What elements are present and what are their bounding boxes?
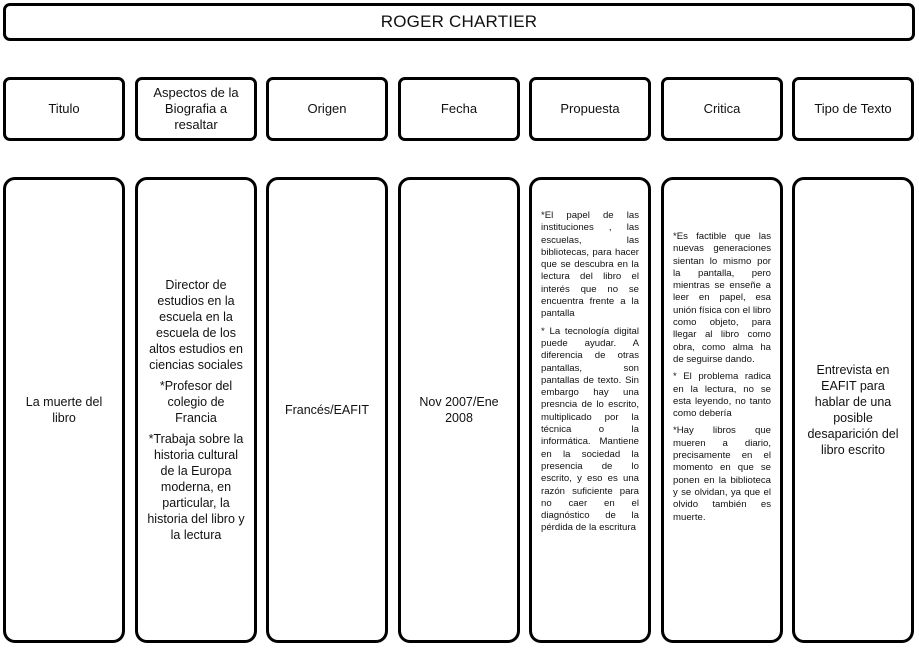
cell-critica bbox=[661, 177, 783, 643]
header-critica-label: Critica bbox=[703, 101, 741, 116]
header-propuesta-label: Propuesta bbox=[560, 101, 620, 116]
header-origen bbox=[266, 77, 388, 141]
cell-origen bbox=[266, 177, 388, 643]
header-origen-label: Origen bbox=[307, 101, 347, 116]
header-propuesta bbox=[529, 77, 651, 141]
cell-critica-text-3: *Hay libros que mueren a diario, precisamente en el momento en que se ponen en la biblioteca y se olvidan, ya que el olvido también es muerte. bbox=[673, 425, 771, 523]
cell-tipo-texto-text: Entrevista en EAFIT para hablar de una posible desaparición del libro escrito bbox=[807, 363, 899, 457]
header-tipo-texto bbox=[792, 77, 914, 141]
header-tipo-texto-label: Tipo de Texto bbox=[814, 101, 892, 116]
cell-propuesta-text-2: * La tecnología digital puede ayudar. A diferencia de otras pantallas, son pantallas de texto. Sin embargo hay una presncia de lo escrito, multiplicado por la técnica o la informática. Mantiene en la sociedad la presencia de lo escrito, y eso es una razón suficiente para no caer en el diagnóstico de la pérdida de la escritura bbox=[541, 325, 639, 534]
chart-title: ROGER CHARTIER bbox=[380, 12, 538, 31]
cell-titulo bbox=[3, 177, 125, 643]
cell-biografia-text-2: *Profesor del colegio de Francia bbox=[159, 379, 233, 425]
header-biografia bbox=[135, 77, 257, 141]
cell-critica-text-1: *Es factible que las nuevas generaciones sientan lo mismo por la pantalla, pero mientras se enseñe a leer en papel, esa unión física con el libro como objeto, para llegar al libro como obra, como alma ha de seguirse dando. bbox=[673, 231, 771, 365]
cell-propuesta-text-1: *El papel de las instituciones , las escuelas, las bibliotecas, para hacer que se descubra en la lectura del libro el interés que no se encuentra frente a la pantalla bbox=[541, 210, 639, 320]
cell-origen-text: Francés/EAFIT bbox=[284, 403, 370, 417]
cell-fecha-text: Nov 2007/Ene 2008 bbox=[419, 395, 499, 425]
cell-fecha bbox=[398, 177, 520, 643]
cell-propuesta bbox=[529, 177, 651, 643]
header-fecha bbox=[398, 77, 520, 141]
header-titulo-label: Titulo bbox=[48, 101, 80, 116]
header-titulo bbox=[3, 77, 125, 141]
header-fecha-label: Fecha bbox=[440, 101, 478, 116]
cell-biografia-text-3: *Trabaja sobre la historia cultural de la Europa moderna, en particular, la historia del libro y la lectura bbox=[147, 432, 245, 542]
cell-biografia-text-1: Director de estudios en la escuela en la escuela de los altos estudios en ciencias sociales bbox=[149, 278, 243, 372]
header-critica bbox=[661, 77, 783, 141]
cell-tipo-texto bbox=[792, 177, 914, 643]
cell-biografia bbox=[135, 177, 257, 643]
header-biografia-label: Aspectos de la Biografia a resaltar bbox=[153, 85, 239, 132]
cell-critica-text-2: * El problema radica en la lectura, no se esta leyendo, no tanto como debería bbox=[673, 371, 771, 420]
chart-title-box bbox=[3, 3, 915, 41]
cell-titulo-text: La muerte del libro bbox=[25, 395, 103, 425]
